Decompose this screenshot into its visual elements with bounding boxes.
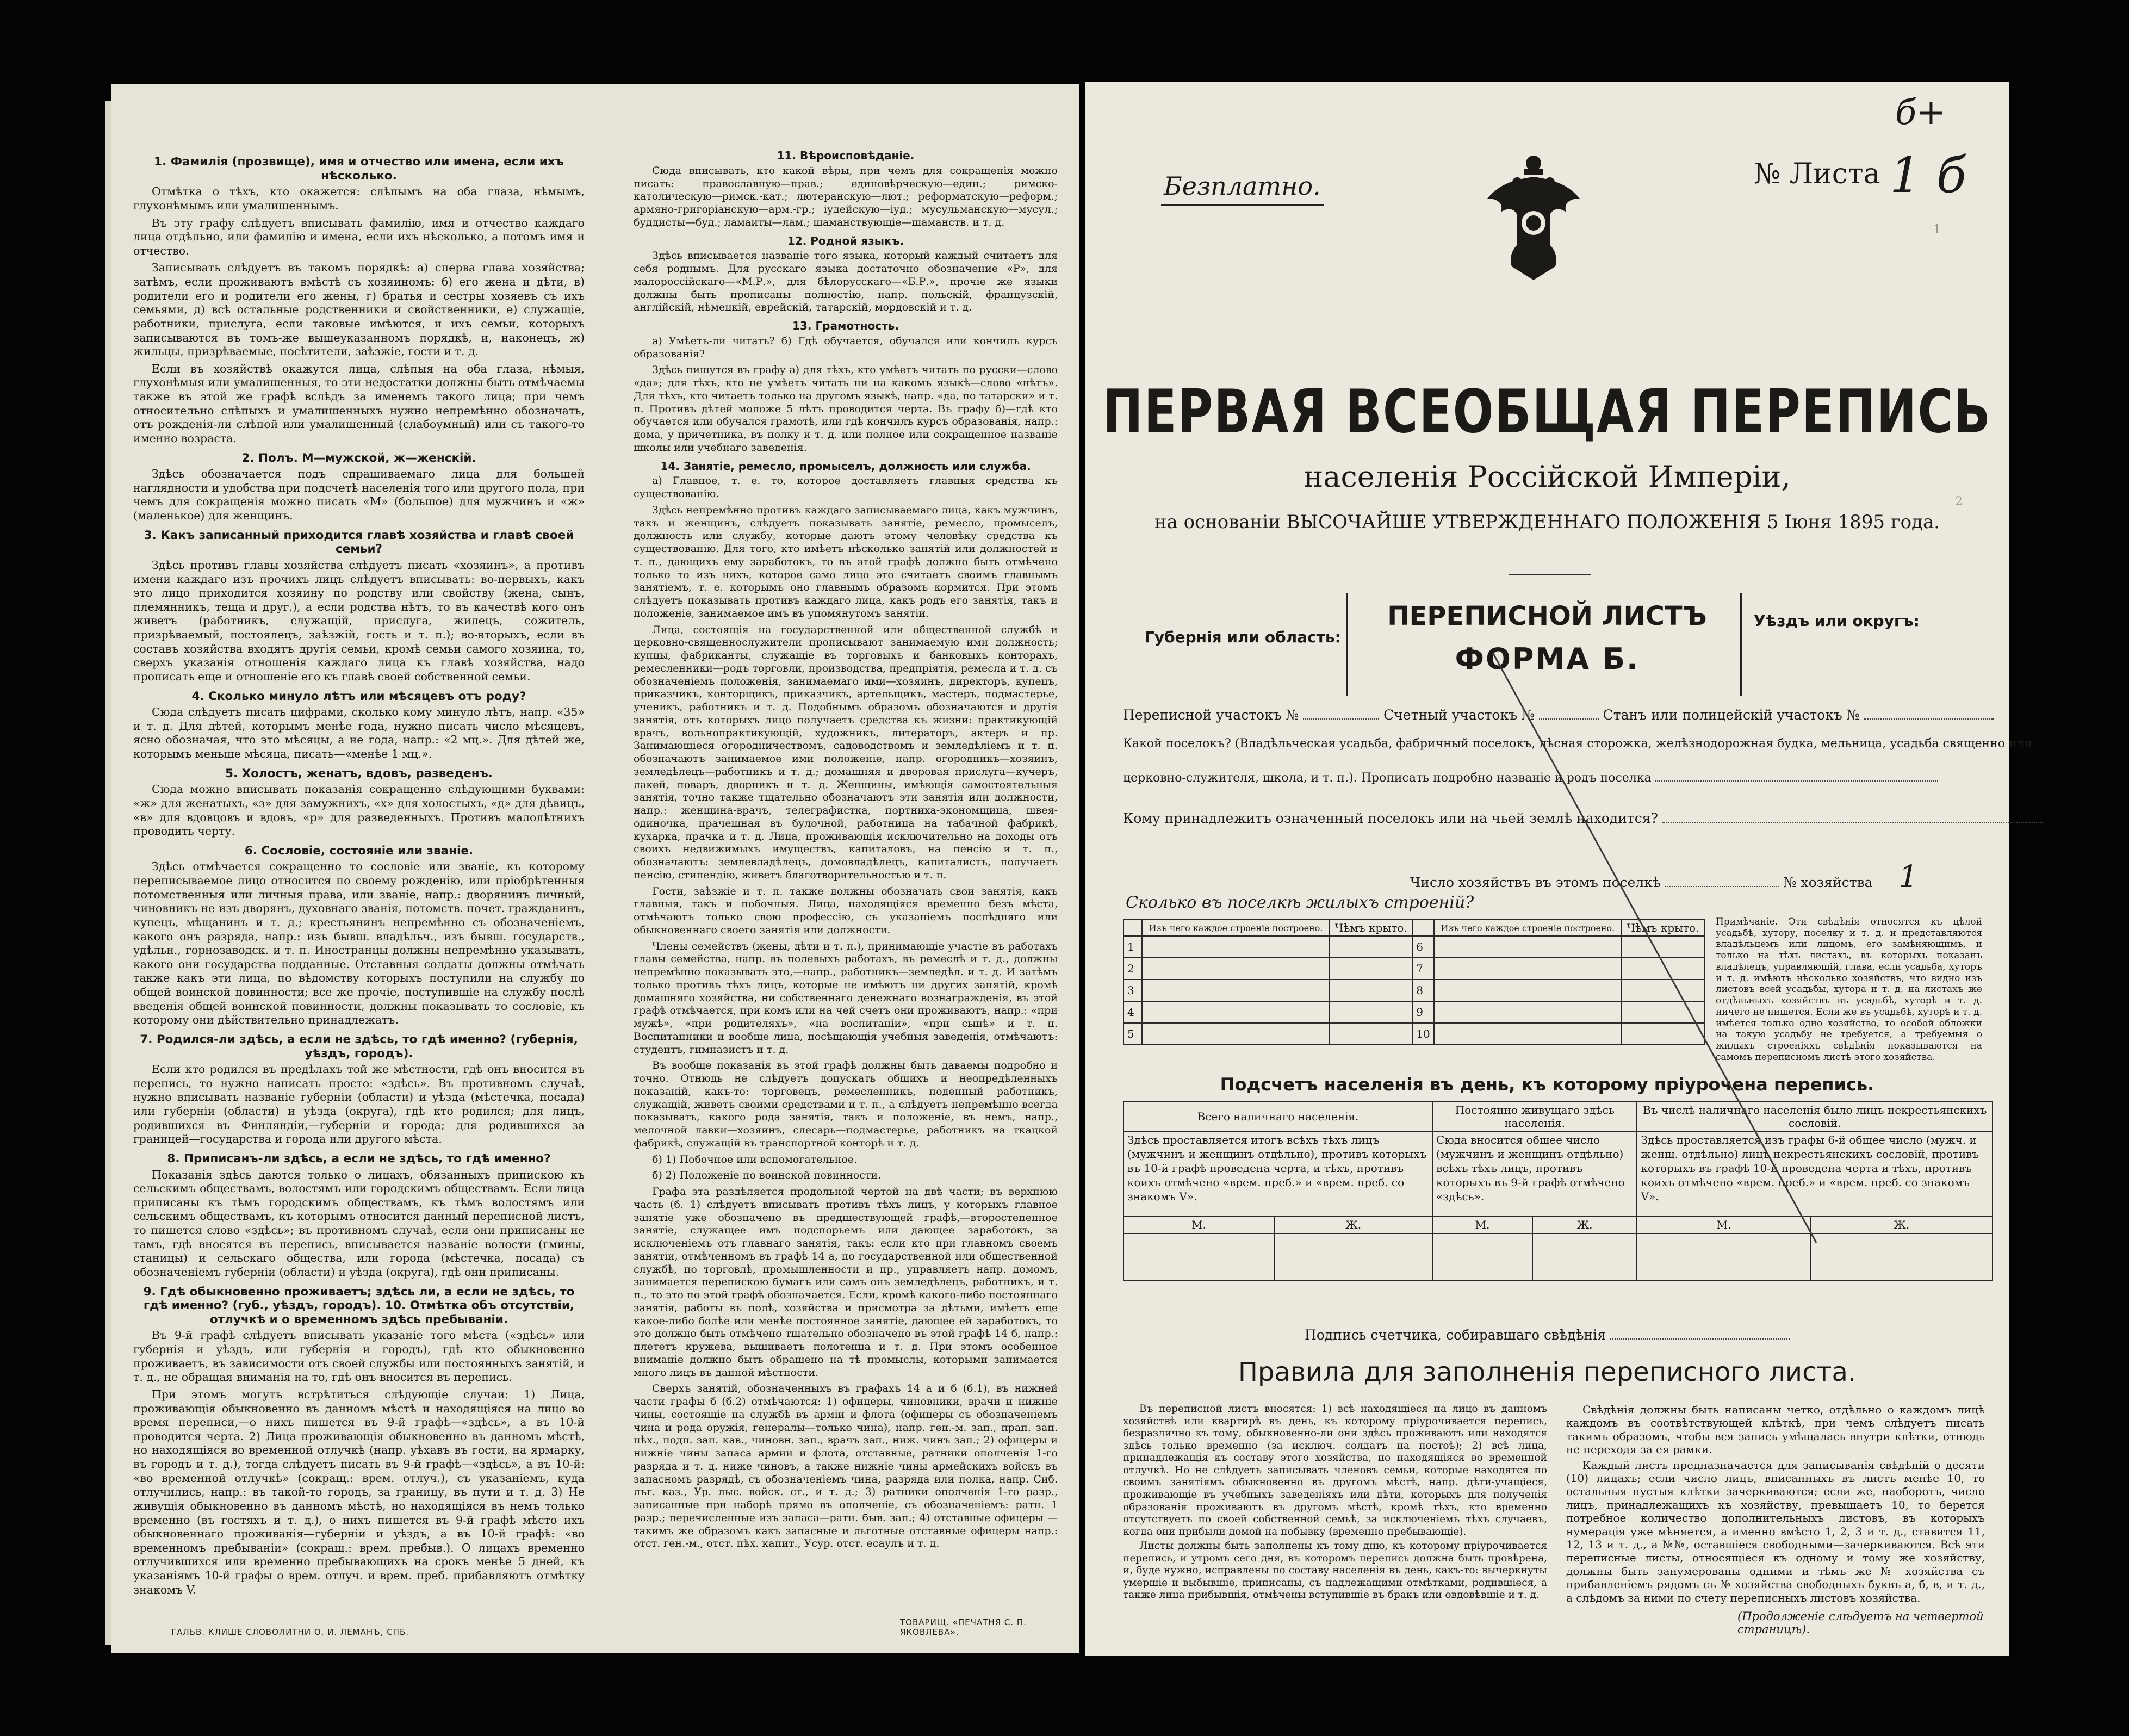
sheet-number-label: № Листа xyxy=(1754,158,1880,190)
sheet-number-handwritten: 1 б xyxy=(1890,147,1966,204)
section-paragraph: Показанія здѣсь даются только о лицахъ, обязанныхъ припискою къ сельскимъ обществамъ, волостямъ или городскимъ обществамъ. Если лица приписаны къ тѣмъ городскимъ обществамъ, къ тѣмъ волостямъ или сельскимъ обществамъ, къ которымъ относится данный переписной листъ, то пишется слово «здѣсь»; въ противномъ случаѣ, если они приписаны не тамъ, гдѣ вносятся въ перепись, вписывается названіе волости (гмины, станицы) и сельскаго общества, или города (мѣстечка, посада) съ обозначеніемъ губерніи (области) и уѣзда (округа), гдѣ они приписаны. xyxy=(133,1168,585,1279)
counting-district-label: Счетный участокъ № xyxy=(1383,707,1535,723)
male-header: М. xyxy=(1432,1216,1532,1233)
section-heading: 5. Холостъ, женатъ, вдовъ, разведенъ. xyxy=(225,766,493,780)
section-heading: 6. Сословіе, состояніе или званіе. xyxy=(244,844,474,858)
form-title: ПЕРЕПИСНОЙ ЛИСТЪ xyxy=(1387,601,1707,631)
row-number: 5 xyxy=(1124,1023,1142,1045)
section-paragraph: Здѣсь отмѣчается сокращенно то сословіе или званіе, къ которому переписываемое лицо относится по своему рожденію, или пріобрѣтенныя потомственныя или личныя права, или званіе, напр.: дворянинъ личный, чиновникъ не изъ дворянъ, духовнаго званія, потомств. почет. гражданинъ, купецъ, мѣщанинъ и т. д.; крестьянинъ непремѣнно съ обозначеніемъ, какого онъ разряда, напр.: изъ бывш. владѣльч., изъ бывш. государств., удѣльн., горнозаводск. и т. п. Иностранцы должны непремѣнно указывать, какого они государства подданные. Отставныя солдаты должны отмѣчать также какъ эти лица, по вѣдомству которыхъ поступили на службу по общей воинской повинности; все же прочіе, поступившіе на службу послѣ введенія общей воинской повинности, должны показывать то сословіе, къ которому они дѣйствительно принадлежатъ. xyxy=(133,860,585,1027)
row-number: 1 xyxy=(1124,936,1142,958)
count-instruction: Здѣсь проставляется изъ графы 6-й общее число (мужч. и женщ. отдѣльно) лицъ некрестьянскихъ сословій, противъ которыхъ въ графѣ 10-й проведена черта и тѣхъ, противъ коихъ отмѣчено «врем. преб.» и «врем. преб. со знакомъ V». xyxy=(1637,1131,1993,1216)
section-paragraph: а) Умѣетъ-ли читать? б) Гдѣ обучается, обучался или кончилъ курсъ образованія? xyxy=(634,334,1058,360)
section-heading: 9. Гдѣ обыкновенно проживаетъ; здѣсь ли, а если не здѣсь, то гдѣ именно? (губ., уѣздъ, городъ). 10. Отмѣтка объ отсутствіи, отлучкѣ и о временномъ здѣсь пребываніи. xyxy=(143,1285,575,1326)
owner-label: Кому принадлежитъ означенный поселокъ или на чьей землѣ находится? xyxy=(1123,810,1658,826)
female-header: Ж. xyxy=(1810,1216,1993,1233)
row-number: 8 xyxy=(1412,979,1433,1001)
census-form-page xyxy=(1085,82,2033,1656)
census-title: ПЕРВАЯ ВСЕОБЩАЯ ПЕРЕПИСЬ xyxy=(1103,376,1991,447)
section-paragraph: а) Главное, т. е. то, которое доставляетъ главныя средства къ существованію. xyxy=(634,475,1058,500)
female-header: Ж. xyxy=(1274,1216,1432,1233)
section-paragraph: Сюда вписывать, кто какой вѣры, при чемъ для сокращенія можно писать: православную—прав.; единовѣрческую—един.; римско-католическую—римск.-кат.; лютеранскую—лют.; реформатскую—реформ.; армяно-григоріанскую—арм.-гр.; іудейскую—іуд.; мусульманскую—мусул.; буддисты—буд.; ламаиты—лам.; шаманствующіе—шаманств. и т. д. xyxy=(634,164,1058,228)
section-paragraph: б) 1) Побочное или вспомогательное. xyxy=(652,1153,858,1165)
left-page xyxy=(111,84,1079,1653)
section-paragraph: Если въ хозяйствѣ окажутся лица, слѣпыя на оба глаза, нѣмыя, глухонѣмыя или умалишенныя, то эти недостатки должны быть отмѣчаемы также въ этой же графѣ вслѣдъ за именемъ такого лица; при чемъ относительно слѣпыхъ и умалишенныхъ нужно непремѣнно обозначать, отъ рожденія-ли слѣпой или умалишенный (слабоумный) или съ такого-то именно возраста. xyxy=(133,362,585,445)
section-paragraph: Здѣсь непремѣнно противъ каждаго записываемаго лица, какъ мужчинъ, такъ и женщинъ, слѣдуетъ показывать занятіе, ремесло, промыселъ, должность или службу, которые даютъ этому человѣку средства къ существованію. Для того, кто имѣетъ нѣсколько занятій или должностей и т. п., дающихъ ему заработокъ, то въ этой графѣ должно быть отмѣчено только то изъ нихъ, которое само лицо это считаетъ своимъ главнымъ занятіемъ, т. е. которымъ оно главнымъ образомъ кормится. При этомъ слѣдуетъ показывать противъ каждаго лица, какъ родъ его занятія, такъ и положеніе, занимаемое имъ въ упомянутомъ занятіи. xyxy=(634,504,1058,619)
section-paragraph: Сюда можно вписывать показанія сокращенно слѣдующими буквами: «ж» для женатыхъ, «з» для замужнихъ, «х» для холостыхъ, «д» для дѣвицъ, «в» для вдовцовъ и вдовъ, «р» для разведенныхъ. Противъ малолѣтнихъ проводить черту. xyxy=(133,783,585,838)
column-header: Всего наличнаго населенія. xyxy=(1124,1102,1432,1131)
section-paragraph: Сверхъ занятій, обозначенныхъ въ графахъ 14 а и б (б.1), въ нижней части графы б (б.2) отмѣчаются: 1) офицеры, чиновники, врачи и нижніе чины, состоящіе на службѣ въ арміи и флота (офицеры съ обозначеніемъ чина и рода оружія, генералы—только чина), напр. ген.-м. зап., прап. зап. пѣх., подп. зап. кав., чиновн. зап., врачъ зап., ниж. чинъ зап.; 2) офицеры и нижніе чины запаса армии и флота, отставные, ратники ополченія 1-го разряда и т. д. ниже чиновъ, а также нижніе чины армейскихъ войскъ въ запасномъ разрядѣ, съ обозначеніемъ чина, разряда или полка, напр. Сиб. лъг. каз., Ур. лыс. войск. ст., и т. д.; 3) ратники ополченія 1-го разр., записанные при наборѣ прямо въ ополченіе, съ обозначеніемъ: ратн. 1 разр.; перечисленные изъ запаса—ратн. быв. зап.; 4) отставные офицеры — такимъ же образомъ какъ запасные и льготные отставные офицеры напр.: отст. ген.-м., отст. пѣх. капит., Усур. отст. есаулъ и т. д. xyxy=(634,1382,1058,1550)
section-paragraph: Въ 9-й графѣ слѣдуетъ вписывать указаніе того мѣста («здѣсь» или губернія и уѣздъ, или губернія и городъ), гдѣ кто обыкновенно проживаетъ, въ зависимости отъ своей службы или постоянныхъ занятій, и т. д., не обращая вниманія на то, гдѣ онъ вносится въ перепись. xyxy=(133,1329,585,1384)
instructions-column-1 xyxy=(133,150,585,1600)
female-header: Ж. xyxy=(1532,1216,1637,1233)
rules-title: Правила для заполненія переписного листа. xyxy=(1238,1357,1857,1387)
section-paragraph: Записывать слѣдуетъ въ такомъ порядкѣ: а) сперва глава хозяйства; затѣмъ, если проживаютъ вмѣстѣ съ хозяиномъ: б) его жена и дѣти, в) родители его и родители его жены, г) братья и сестры хозяевъ съ ихъ семьями, д) всѣ остальные родственники и свойственники, е) служащіе, работники, прислуга, если таковые имѣются, и ихъ семьи, которыхъ записываются въ томъ-же вышеуказанномъ порядкѣ, и, наконецъ, ж) жильцы, призрѣваемые, посѣтители, заѣзжіе, гости и т. д. xyxy=(133,261,585,358)
section-heading: 13. Грамотность. xyxy=(792,319,899,332)
settlement-detail-label: церковно-служителя, школа, и т. п.). Прописать подробно названіе и родъ поселка xyxy=(1123,771,1652,785)
section-heading: 2. Полъ. М—мужской, ж—женскій. xyxy=(241,451,476,465)
column-header: Чѣмъ крыто. xyxy=(1330,920,1412,936)
male-header: М. xyxy=(1637,1216,1810,1233)
section-paragraph: Здѣсь обозначается подъ спрашиваемаго лица для большей наглядности и удобства при подсчетѣ населенія того или другого пола, при чемъ для сокращенія можно писать «М» (большое) для мужчинъ и «ж» (маленькое) для женщинъ. xyxy=(133,467,585,522)
section-paragraph: Если кто родился въ предѣлахъ той же мѣстности, гдѣ онъ вносится въ перепись, то нужно написать просто: «здѣсь». Въ противномъ случаѣ, нужно вписывать названіе губерніи (области) и уѣзда (мѣстечка, посада) или губерніи (области) и уѣзда (округа), гдѣ кто родился; для лицъ, родившихся въ Финляндіи,—губерніи и города; для родившихся за границей—государства и города или другого мѣста. xyxy=(133,1063,585,1146)
police-district-label: Станъ или полицейскій участокъ № xyxy=(1603,707,1860,723)
column-header: Постоянно живущаго здѣсь населенія. xyxy=(1432,1102,1637,1131)
section-heading: 1. Фамилія (прозвище), имя и отчество или имена, если ихъ нѣсколько. xyxy=(154,155,564,183)
household-number-handwritten: 1 xyxy=(1898,859,1919,895)
section-heading: 12. Родной языкъ. xyxy=(787,234,904,247)
column-header: Чѣмъ крыто. xyxy=(1622,920,1704,936)
row-number: 4 xyxy=(1124,1001,1142,1023)
row-number: 6 xyxy=(1412,936,1433,958)
column-header: Изъ чего каждое строеніе построено. xyxy=(1434,920,1622,936)
count-instruction: Сюда вносится общее число (мужчинъ и женщинъ отдѣльно) всѣхъ тѣхъ лицъ, противъ которыхъ въ 9-й графѣ отмѣчено «здѣсь». xyxy=(1432,1131,1637,1216)
section-paragraph: Лица, состоящія на государственной или общественной службѣ и церковно-священнослужители прописывают занимаемую ими должность; купцы, фабриканты, служащіе въ торговыхъ и банковыхъ конторахъ, ремесленники—родъ торговли, производства, предпріятія, ремесла и т. д. съ обозначеніемъ положенія, занимаемаго ими—хозяинъ, директоръ, купецъ, приказчикъ, конторщикъ, приказчикъ, артельщикъ, мастеръ, подмастерье, ученикъ, работникъ и т. д. Подобнымъ образомъ обозначаются и другія занятія, отъ которыхъ лицо получаетъ средства къ жизни: практикующій врачъ, вольнопрактикующій, художникъ, литераторъ, актеръ и пр. Занимающіеся огородничествомъ, садоводствомъ и земледѣліемъ и т. п. обозначаютъ занимаемое ими положеніе, напр. огородникъ—хозяинъ, земледѣлецъ—работникъ и т. д.; домашняя и дворовая прислуга—кучеръ, лакей, поваръ, дворникъ и т. д. Женщины, имѣющія самостоятельныя занятія, точно также тщательно обозначаютъ эти занятія или должности, напр.: женщина-врачъ, телеграфистка, портниха-экономщица, швея-одиночка, прачешная въ булочной, работница на табачной фабрикѣ, кухарка, прачка и т. д. Лица, проживающія исключительно на доходы отъ своихъ недвижимыхъ имуществъ, капиталовъ, на пенсію и т. п., обозначаютъ: землевладѣлецъ, домовладѣлецъ, капиталистъ, получаетъ пенсію, стипендію, живетъ благотворительностью и т. п. xyxy=(634,623,1058,881)
section-paragraph: При этомъ могутъ встрѣтиться слѣдующіе случаи: 1) Лица, проживающія обыкновенно въ данномъ мѣстѣ и находящіяся на лицо во время переписи,—о нихъ пишется въ 9-й графѣ—«здѣсь», а въ 10-й проводится черта. 2) Лица проживающія обыкновенно въ данномъ мѣстѣ, но находящіяся во временной отлучкѣ (напр. уѣхавъ въ гости, на ярмарку, въ городъ и т. д.), тогда слѣдуетъ писать въ 9-й графѣ—«здѣсь», а въ 10-й: «во временной отлучкѣ» (сокращ.: врем. отлуч.), съ указаніемъ, куда отлучились, напр.: въ такой-то городъ, за границу, въ пути и т. д. 3) Не живущія обыкновенно въ данномъ мѣстѣ, но находящіяся въ немъ только временно (въ гостяхъ и т. д.), о нихъ пишется въ 9-й графѣ мѣсто ихъ обыкновеннаго проживанія—губерніи и уѣздъ, а въ 10-й графѣ: «во временномъ пребываніи» (сокращ.: врем. пребыв.). О лицахъ временно отлучившихся или временно пребывающихъ на срокъ менѣе 5 дней, къ указаніямъ 10-й графы о врем. отлуч. и врем. преб. прибавляютъ отмѣтку знакомъ V. xyxy=(133,1387,585,1596)
diagonal-pen-stroke xyxy=(1085,82,2009,1656)
row-number: 7 xyxy=(1412,958,1433,979)
gubernia-field-label: Губернія или область: xyxy=(1145,628,1341,646)
printer-imprint-right: ТОВАРИЩ. «ПЕЧАТНЯ С. П. ЯКОВЛЕВА». xyxy=(900,1617,1027,1637)
household-number-label: № хозяйства xyxy=(1783,875,1873,890)
households-count-label: Число хозяйствъ въ этомъ поселкѣ xyxy=(1410,875,1661,890)
page-edge xyxy=(105,101,111,1645)
section-paragraph: Сюда слѣдуетъ писать цифрами, сколько кому минуло лѣтъ, напр. «35» и т. д. Для дѣтей, которымъ менѣе года, нужно писать число мѣсяцевъ, ясно обозначая, что это мѣсяцы, а не года, напр.: «2 мц.». Для дѣтей же, которымъ меньше мѣсяца, писать—«менѣе 1 мц.». xyxy=(133,705,585,760)
instructions-column-2 xyxy=(634,144,1058,1554)
population-count-title: Подсчетъ населенія въ день, къ которому пріурочена перепись. xyxy=(1220,1074,1874,1095)
legal-basis: на основаніи ВЫСОЧАЙШЕ УТВЕРЖДЕННАГО ПОЛОЖЕНІЯ 5 Іюня 1895 года. xyxy=(1154,511,1940,533)
rules-paragraph: Каждый листъ предназначается для записыванія свѣдѣній о десяти (10) лицахъ; если число лицъ, вписанныхъ въ листъ менѣе 10, то остальныя пустыя клѣтки зачеркиваются; если же, наоборотъ, число лицъ, принадлежащихъ къ хозяйству, превышаетъ 10, то берется потребное количество дополнительныхъ листовъ, въ которыхъ нумерація уже мѣняется, а именно вмѣсто 1, 2, 3 и т. д., ставится 11, 12, 13 и т. д., а №№, оставшіеся свободными—зачеркиваются. Всѣ эти переписные листы, относящіеся къ одному и тому же хозяйству, должны быть занумерованы одними и тѣмъ же № хозяйства съ прибавленіемъ рядомъ съ № хозяйства свободныхъ буквъ а, б, в, и т. д., а слѣдомъ за ними по счету переписныхъ листовъ хозяйства. xyxy=(1566,1458,1985,1604)
section-heading: 11. Вѣроисповѣданіе. xyxy=(777,149,915,162)
census-subtitle: населенія Россійской Имперіи, xyxy=(1304,460,1791,494)
column-header: Изъ чего каждое строеніе построено. xyxy=(1142,920,1330,936)
buildings-question: Сколько въ поселкѣ жилыхъ строеній? xyxy=(1126,893,1474,912)
section-paragraph: Члены семействъ (жены, дѣти и т. п.), принимающіе участіе въ работахъ главы семейства, напр. въ полевыхъ работахъ, въ ремеслѣ и т. д., должны непремѣнно показывать это,—напр., работникъ—земледѣл. и т. д. И затѣмъ только противъ тѣхъ лицъ, которые не имѣютъ ни других занятій, кромѣ домашняго хозяйства, ни собственнаго денежнаго вознагражденія, въ этой графѣ отмѣчается, при комъ или на чей счетъ они проживаютъ, напр.: «при мужѣ», «при родителяхъ», «на воспитаніи», «при сынѣ» и т. п. Воспитанники и вообще лица, посѣщающія учебныя заведенія, отмѣчаютъ: студентъ, гимназистъ и т. д. xyxy=(634,940,1058,1056)
uezd-field-label: Уѣздъ или округъ: xyxy=(1754,612,1920,630)
census-district-label: Переписной участокъ № xyxy=(1123,707,1299,723)
rules-paragraph: Въ переписной листъ вносятся: 1) всѣ находящіеся на лицо въ данномъ хозяйствѣ или квартирѣ въ день, къ которому пріурочивается перепись, безразлично къ тому, обыкновенно-ли они здѣсь проживаютъ или находятся здѣсь только временно (за исключ. солдатъ на постоѣ); 2) всѣ лица, принадлежащія къ составу этого хозяйства, но находящіяся во временной отлучкѣ. Но не слѣдуетъ записывать членовъ семьи, которые находятся по своимъ занятіямъ обыкновенно въ другомъ мѣстѣ, напр. дѣти-учащіеся, проживающіе въ учебныхъ заведеніяхъ или дѣти, которыхъ для полученія образованія проживаютъ въ другомъ мѣстѣ, кромѣ тѣхъ, кто временно отсутствуетъ по своей собственной семьѣ, за исключеніемъ тѣхъ случаевъ, когда они прибыли домой на побывку (временно пребывающіе). xyxy=(1123,1403,1547,1537)
continuation-note: (Продолженіе слѣдуетъ на четвертой страницѣ). xyxy=(1737,1610,1984,1636)
section-paragraph: Гости, заѣзжіе и т. п. также должны обозначать свои занятія, какъ главныя, такъ и побочныя. Лица, находящіяся временно безъ мѣста, отмѣчаютъ только свою профессію, съ указаніемъ послѣдняго или обыкновеннаго своего занятія или должности. xyxy=(634,885,1058,936)
section-paragraph: Въ вообще показанія въ этой графѣ должны быть даваемы подробно и точно. Отнюдь не слѣдуетъ допускать общихъ и неопредѣленныхъ показаній, какъ-то: торговецъ, ремесленникъ, поденный работникъ, служащій, живетъ своими средствами и т. п., а слѣдуетъ непремѣнно всегда показывать, какого рода занятія, такъ и положеніе, въ немъ, напр., мелочной лавки—хозяинъ, слесарь—подмастерье, работникъ на ткацкой фабрикѣ, служащій въ транспортной конторѣ и т. д. xyxy=(634,1059,1058,1149)
column-header: Въ числѣ наличнаго населенія было лицъ некрестьянскихъ сословій. xyxy=(1637,1102,1993,1131)
rules-paragraph: Свѣдѣнія должны быть написаны четко, отдѣльно о каждомъ лицѣ каждомъ въ соотвѣтствующей клѣткѣ, при чемъ слѣдуетъ писать такимъ образомъ, чтобы вся запись умѣщалась внутри клѣтки, отнюдь не переходя за ея рамки. xyxy=(1566,1403,1985,1456)
section-paragraph: Здѣсь вписывается названіе того языка, который каждый считаетъ для себя роднымъ. Для русскаго языка достаточно обозначение «Р», для малороссійскаго—«М.Р.», для бѣлорусскаго—«Б.Р.», прочіе же языки должны быть прописаны полностію, напр. польскій, французскій, англійскій, нѣмецкій, еврейскій, татарскій, мордовскій и т. д. xyxy=(634,250,1058,314)
section-heading: 3. Какъ записанный приходится главѣ хозяйства и главѣ своей семьи? xyxy=(144,528,574,556)
male-header: М. xyxy=(1124,1216,1274,1233)
section-heading: 14. Занятіе, ремесло, промыселъ, должность или служба. xyxy=(660,459,1031,473)
section-paragraph: Графа эта раздѣляется продольной чертой на двѣ части; въ верхнюю часть (б. 1) слѣдуетъ вписывать противъ тѣхъ лицъ, у которыхъ главное занятіе уже обозначено въ предшествующей графѣ,—второстепенное занятіе, служащее имъ подспорьемъ или дающее заработокъ, за исключеніемъ отъ главнаго занятія, такъ: если кто при главномъ своемъ занятіи, отмѣченномъ въ графѣ 14 а, по государственной или общественной службѣ, по торговлѣ, промышленности и пр., управляетъ напр. домомъ, занимается перепискою бумагъ или самъ онъ земледѣлецъ, работникъ, и т. п., то это по этой графѣ обозначается. Если, кромѣ какого-либо постояннаго занятія, работы въ полѣ, хозяйства и присмотра за дѣтьми, имѣетъ еще какое-либо болѣе или менѣе постоянное занятіе, дающее ей заработокъ, то это должно быть отмѣчено тщательно обозначено въ этой графѣ 14 б, напр.: плететъ кружева, вышиваетъ полотенца и т. д. При этомъ особенное вниманіе должно быть обращено на тѣ промыслы, которыми занимается много лицъ въ данной мѣстности. xyxy=(634,1186,1058,1379)
signature-label: Подпись счетчика, собиравшаго свѣдѣнія xyxy=(1305,1327,1606,1343)
section-paragraph: Отмѣтка о тѣхъ, кто окажется: слѣпымъ на оба глаза, нѣмымъ, глухонѣмымъ или умалишеннымъ. xyxy=(133,185,585,212)
row-number: 3 xyxy=(1124,979,1142,1001)
section-heading: 4. Сколько минуло лѣтъ или мѣсяцевъ отъ роду? xyxy=(191,689,526,703)
section-heading: 8. Приписанъ-ли здѣсь, а если не здѣсь, то гдѣ именно? xyxy=(167,1151,551,1165)
row-number: 9 xyxy=(1412,1001,1433,1023)
row-number: 10 xyxy=(1412,1023,1433,1045)
bleed-through-mark: 2 xyxy=(1955,495,1963,509)
form-type: ФОРМА Б. xyxy=(1455,642,1640,676)
free-label: Безплатно. xyxy=(1164,171,1321,201)
settlement-row: Какой поселокъ? (Владѣльческая усадьба, фабричный поселокъ, лѣсная сторожка, желѣзнодорожная будка, мельница, усадьба священно или xyxy=(1123,737,2033,751)
rules-paragraph: Листы должны быть заполнены къ тому дню, къ которому пріурочивается перепись, и утромъ сего дня, въ которомъ перепись должна быть провѣрена, и, буде нужно, исправлены по составу населенія въ день, какъ-то: вычеркнуты умершіе и выбывшіе, приписаны, съ надлежащими отмѣтками, родившіеся, а также лица прибывшія, отмѣчены вступившіе въ бракъ или овдовѣвшіе и т. д. xyxy=(1123,1540,1547,1601)
row-number: 2 xyxy=(1124,958,1142,979)
count-instruction: Здѣсь проставляется итогъ всѣхъ тѣхъ лицъ (мужчинъ и женщинъ отдѣльно), противъ которыхъ въ 10-й графѣ проведена черта, и тѣхъ, противъ коихъ отмѣчено «врем. преб.» и «врем. преб. со знакомъ V». xyxy=(1124,1131,1432,1216)
corner-handwritten-mark: б+ xyxy=(1895,92,1946,133)
section-heading: 7. Родился-ли здѣсь, а если не здѣсь, то гдѣ именно? (губернія, уѣздъ, городъ). xyxy=(140,1032,578,1061)
section-paragraph: б) 2) Положеніе по воинской повинности. xyxy=(652,1169,882,1182)
section-paragraph: Здѣсь пишутся въ графу а) для тѣхъ, кто умѣетъ читать по русски—слово «да»; для тѣхъ, кто не умѣетъ читать ни на какомъ языкѣ—слово «нѣтъ». Для тѣхъ, кто читаетъ только на другомъ языкѣ, напр. «да, по татарски» и т. п. Противъ дѣтей моложе 5 лѣтъ проводится черта. Въ графу б)—гдѣ кто обучается или обучался грамотѣ, или гдѣ кончилъ курсъ образованія, напр.: дома, у причетника, въ полку и т. д. или полное или сокращенное названіе школы или учебнаго заведенія. xyxy=(634,364,1058,454)
section-paragraph: Здѣсь противъ главы хозяйства слѣдуетъ писать «хозяинъ», а противъ имени каждаго изъ прочихъ лицъ слѣдуетъ вписывать: во-первыхъ, какъ это лицо приходится хозяину по родству или свойству (жена, сынъ, племянникъ, теща и друг.), а если родства нѣтъ, то въ качествѣ кого онъ живетъ (работникъ, служащій, прислуга, жилецъ, сожитель, призрѣваемый, постоялецъ, заѣзжій, гость и т. п.); во-вторыхъ, если въ составъ хозяйства входятъ другія семьи, кромѣ семьи самого хозяина, то, сверхъ указанія отношенія каждаго лица къ главѣ хозяйства, надо прописать еще и отношеніе его къ главѣ своей собственной семьи. xyxy=(133,558,585,683)
buildings-note: Примѣчаніе. Эти свѣдѣнія относятся къ цѣлой усадьбѣ, хутору, поселку и т. д. и представляются владѣльцемъ или лицомъ, его замѣняющимъ, и только на тѣхъ листахъ, въ которыхъ показанъ владѣлецъ, управляющій, глава, если усадьба, хуторъ и т. д. имѣютъ нѣсколько хозяйствъ, что видно изъ листовъ всей усадьбы, хутора и т. д. на листахъ же отдѣльныхъ хозяйствъ въ усадьбѣ, хуторѣ и т. д. ничего не пишется. Если же въ усадьбѣ, хуторѣ и т. д. имѣется только одно хозяйство, то особой обложки на такую усадьбу не требуется, а требуемыя о жилыхъ строеніяхъ свѣдѣнія показываются на самомъ переписномъ листѣ этого хозяйства. xyxy=(1716,916,1982,1063)
printer-imprint-left: ГАЛЬВ. КЛИШЕ СЛОВОЛИТНИ О. И. ЛЕМАНЪ, СПБ. xyxy=(171,1627,409,1637)
section-paragraph: Въ эту графу слѣдуетъ вписывать фамилію, имя и отчество каждаго лица отдѣльно, или фамилію и имена, если ихъ нѣсколько, а потомъ имя и отчество. xyxy=(133,216,585,257)
bleed-through-mark: 1 xyxy=(1933,223,1941,237)
